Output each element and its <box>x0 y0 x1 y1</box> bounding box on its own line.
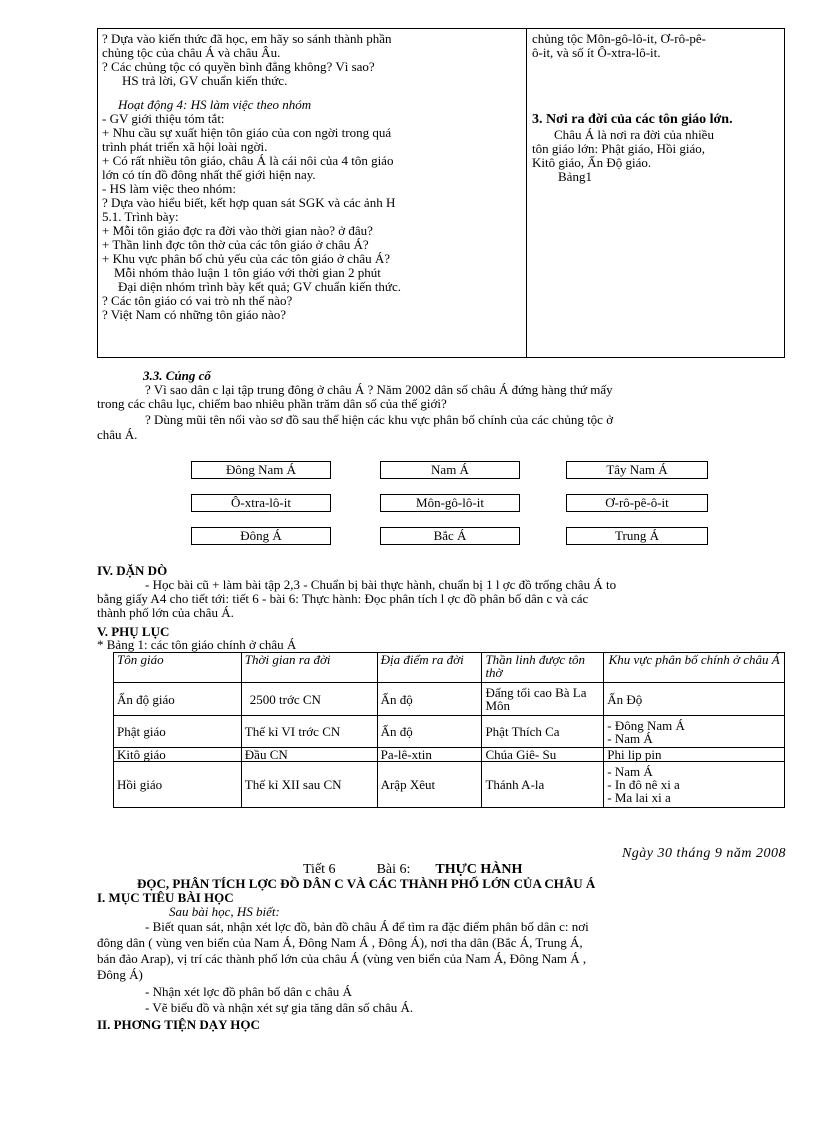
table-cell: Ấn độ <box>377 683 482 716</box>
consolidation-title: 3.3. Củng cố <box>143 368 211 383</box>
table-cell: Thế kỉ XII sau CN <box>241 762 377 808</box>
text-line: ? Các tôn giáo có vai trò nh thế nào? <box>102 293 293 308</box>
text-line: ? Việt Nam có những tôn giáo nào? <box>102 307 287 322</box>
text-line: + Thần linh đợc tôn thờ của các tôn giáo ở châu Á? <box>102 237 369 252</box>
table-cell: - Nam Á - In đô nê xi a - Ma lai xi a <box>604 762 785 808</box>
means-title: II. PHƠNG TIỆN DẠY HỌC <box>97 1017 260 1032</box>
race-box: Ơ-rô-pê-ô-it <box>566 494 708 512</box>
table-cell: Đấng tối cao Bà La Môn <box>482 683 604 716</box>
text-line: Châu Á là nơi ra đời của nhiều <box>554 127 714 142</box>
activity-title: Hoạt động 4: HS làm việc theo nhóm <box>118 97 312 112</box>
table-cell: Ấn độ <box>377 716 482 748</box>
table-cell: Đầu CN <box>241 748 377 762</box>
region-box: Tây Nam Á <box>566 461 708 479</box>
period-label <box>303 863 522 877</box>
table-cell: Chúa Giê- Su <box>482 748 604 762</box>
text-line: + Có rất nhiều tôn giáo, châu Á là cái nôi của 4 tôn giáo <box>102 153 394 168</box>
text-line: ? Dựa vào hiểu biết, kết hợp quan sát SGK và các ảnh H <box>102 195 396 210</box>
text-line: - Nhận xét lợc đồ phân bố dân c châu Á <box>145 984 352 999</box>
table-cell: Ấn Độ <box>604 683 785 716</box>
text-line: + Nhu cầu sự xuất hiện tôn giáo của con ngời trong quá <box>102 125 392 140</box>
table-cell: Phi lip pin <box>604 748 785 762</box>
text-line: ? Vì sao dân c lại tập trung đông ở châu Á ? Năm 2002 dân số châu Á đứng hàng thứ mấy <box>145 382 613 397</box>
appendix-title: V. PHỤ LỤC <box>97 624 170 639</box>
text-line: Bảng1 <box>558 169 592 184</box>
text-line: ? Dùng mũi tên nối vào sơ đồ sau thể hiện các khu vực phân bố chính của các chủng tộc ở <box>145 412 614 427</box>
table-cell: - Đông Nam Á - Nam Á <box>604 716 785 748</box>
text-line: trong các châu lục, chiếm bao nhiêu phần trăm dân số của thế giới? <box>97 396 447 411</box>
race-box: Ô-xtra-lô-it <box>191 494 331 512</box>
text-line: Mỗi nhóm thảo luận 1 tôn giáo với thời gian 2 phút <box>114 265 381 280</box>
text-line: ? Các chủng tộc có quyền bình đẳng không? Vì sao? <box>102 59 375 74</box>
text-line: HS trả lời, GV chuẩn kiến thức. <box>122 73 288 88</box>
lesson-date: Ngày 30 tháng 9 năm 2008 <box>621 846 786 861</box>
region-box: Đông Á <box>191 527 331 545</box>
text-line: bằng giấy A4 cho tiết tới: tiết 6 - bài 6: Thực hành: Đọc phân tích l ợc đồ phân bố dân c và các <box>97 591 589 606</box>
header-cell: Thần linh được tôn thờ <box>482 653 604 683</box>
text-line: lớn có tín đồ đông nhất thế giới hiện nay. <box>102 167 316 182</box>
text-line: - HS làm việc theo nhóm: <box>102 181 236 196</box>
text-line: Kitô giáo, Ấn Độ giáo. <box>532 155 652 170</box>
table-caption: * Bảng 1: các tôn giáo chính ở châu Á <box>97 637 297 652</box>
region-box: Trung Á <box>566 527 708 545</box>
region-box: Đông Nam Á <box>191 461 331 479</box>
text-line: + Mỗi tôn giáo đợc ra đời vào thời gian nào? ở đâu? <box>102 223 373 238</box>
table-cell: Phật Thích Ca <box>482 716 604 748</box>
header-cell: Khu vực phân bố chính ở châu Á <box>604 653 785 683</box>
text-line: - GV giới thiệu tóm tắt: <box>102 111 225 126</box>
region-box: Bắc Á <box>380 527 520 545</box>
text-line: - Học bài cũ + làm bài tập 2,3 - Chuẩn bị bài thực hành, chuẩn bị 1 l ợc đồ trống châu Á to <box>145 577 617 592</box>
activities-column <box>102 32 522 322</box>
text-line: + Khu vực phân bố chủ yếu của các tôn giáo ở châu Á? <box>102 251 391 266</box>
text-line: đông dân ( vùng ven biển của Nam Á, Đông Nam Á , Đông Á), nơi tha dân (Bắc Á, Trung Á, <box>97 935 583 950</box>
text-line: 5.1. Trình bày: <box>102 209 179 224</box>
table-cell: Thánh A-la <box>482 762 604 808</box>
text-line: Đại diện nhóm trình bày kết quả; GV chuẩn kiến thức. <box>118 279 401 294</box>
homework-title: IV. DẶN DÒ <box>97 563 168 578</box>
text-line: chủng tộc của châu Á và châu Âu. <box>102 45 281 60</box>
table-cell: Kitô giáo <box>114 748 242 762</box>
text-line: chủng tộc Môn-gô-lô-it, Ơ-rô-pê- <box>532 31 707 46</box>
header-cell: Thời gian ra đời <box>241 653 377 683</box>
text-line: ? Dựa vào kiến thức đã học, em hãy so sánh thành phần <box>102 31 392 46</box>
table-cell: Arập Xêut <box>377 762 482 808</box>
header-cell: Địa điểm ra đời <box>377 653 482 683</box>
text-line: Đông Á) <box>97 967 143 982</box>
objectives-intro: Sau bài học, HS biết: <box>169 904 280 919</box>
text-line: - Biết quan sát, nhận xét lợc đồ, bản đồ châu Á để tìm ra đặc điểm phân bố dân c: nơi <box>145 919 589 934</box>
table-cell: Ấn độ giáo <box>114 683 242 716</box>
race-box: Môn-gô-lô-it <box>380 494 520 512</box>
table-cell: Phật giáo <box>114 716 242 748</box>
lesson-number: Bài 6: <box>376 862 411 877</box>
objectives-title: I. MỤC TIÊU BÀI HỌC <box>97 890 234 905</box>
text-line: tôn giáo lớn: Phật giáo, Hồi giáo, <box>532 141 705 156</box>
content-column <box>532 32 780 184</box>
text-line: thành phố lớn của châu Á. <box>97 605 234 620</box>
header-cell: Tôn giáo <box>114 653 242 683</box>
period-number: Tiết 6 <box>303 862 336 877</box>
region-box: Nam Á <box>380 461 520 479</box>
text-line: châu Á. <box>97 427 138 442</box>
table-cell: 2500 trớc CN <box>241 683 377 716</box>
table-row <box>114 762 785 808</box>
lesson-table <box>97 28 785 358</box>
table-row <box>114 748 785 762</box>
text-line: ô-it, và số ít Ô-xtra-lô-it. <box>532 45 661 60</box>
table-row <box>114 683 785 716</box>
text-line: bán đảo Arap), vị trí các thành phố lớn của châu Á (vùng ven biển của Nam Á, Đông Nam Á , <box>97 951 587 966</box>
table-row <box>114 716 785 748</box>
lesson-title: ĐỌC, PHÂN TÍCH LỢC ĐỒ DÂN C VÀ CÁC THÀNH PHỐ LỚN CỦA CHÂU Á <box>137 876 596 891</box>
section-heading: 3. Nơi ra đời của các tôn giáo lớn. <box>532 112 733 127</box>
lesson-type: THỰC HÀNH <box>435 862 523 877</box>
text-line: - Vẽ biểu đồ và nhận xét sự gia tăng dân số châu Á. <box>145 1000 414 1015</box>
table-cell: Hồi giáo <box>114 762 242 808</box>
column-divider <box>526 29 527 357</box>
table-cell: Pa-lê-xtin <box>377 748 482 762</box>
table-cell: Thế kỉ VI trớc CN <box>241 716 377 748</box>
text-line: trình phát triển xã hội loài ngời. <box>102 139 268 154</box>
religions-table <box>113 652 785 808</box>
table-header-row <box>114 653 785 683</box>
